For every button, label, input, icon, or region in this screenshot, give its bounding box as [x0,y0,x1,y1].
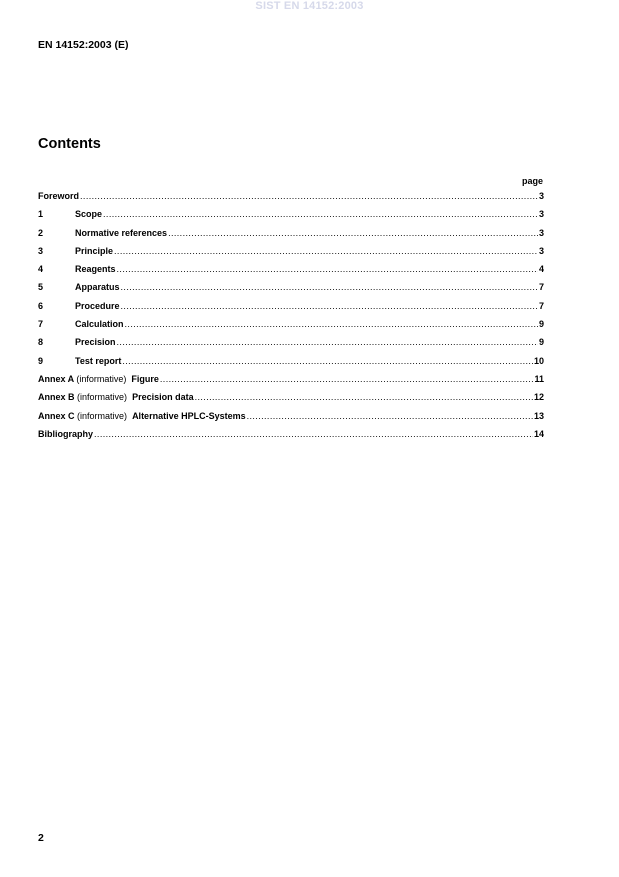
toc-annex-heading [38,411,246,421]
dot-leader [121,301,538,311]
dot-leader [168,228,538,238]
toc-entry-page: 7 [538,282,544,293]
annex-title: Precision data [132,392,194,403]
toc-entry-title: Test report [75,355,122,366]
toc-entry-title: Principle [75,245,114,256]
toc-entry-title: Bibliography [38,428,94,439]
toc-entry-number: 7 [38,319,44,330]
annex-title: Figure [131,373,159,384]
dot-leader [121,282,538,292]
dot-leader [122,356,533,366]
toc-entry-number: 2 [38,227,44,238]
toc-entry-principle[interactable] [38,246,544,264]
dot-leader [94,429,533,439]
toc-entry-calculation[interactable] [38,319,544,337]
toc-entry-page: 3 [538,191,544,201]
toc-entry-scope[interactable] [38,209,544,227]
toc-entry-apparatus[interactable] [38,282,544,300]
dot-leader [125,319,538,329]
toc-entry-number: 3 [38,245,44,256]
toc-entry-number: 9 [38,355,44,366]
toc-entry-test-report[interactable] [38,356,544,374]
toc-entry-page: 7 [538,300,544,311]
toc-entry-page: 9 [538,337,544,348]
annex-kind: (informative) [77,410,128,421]
dot-leader [103,209,538,219]
toc-entry-foreword[interactable] [38,191,544,209]
toc-entry-reagents[interactable] [38,264,544,282]
dot-leader [160,374,534,384]
toc-entry-page: 10 [533,355,544,366]
toc-entry-page: 9 [538,319,544,330]
toc-entry-title: Calculation [75,319,124,330]
toc-entry-title: Reagents [75,264,116,275]
dot-leader [117,337,538,347]
toc-entry-page: 3 [538,245,544,256]
toc-entry-annex-a[interactable] [38,374,544,392]
toc-entry-bibliography[interactable] [38,429,544,447]
toc-entry-page: 4 [538,264,544,275]
dot-leader [247,411,533,421]
toc-entry-page: 3 [538,227,544,238]
toc-entry-title: Normative references [75,227,168,238]
toc-entry-procedure[interactable] [38,301,544,319]
toc-entry-title: Precision [75,337,116,348]
toc-entry-title: Foreword [38,191,80,201]
annex-label: Annex A [38,373,74,384]
toc-annex-heading [38,392,194,402]
annex-label: Annex C [38,410,75,421]
dot-leader [114,246,538,256]
contents-title: Contents [38,136,101,152]
table-of-contents [38,191,544,447]
toc-entry-title: Procedure [75,300,120,311]
page-column-label: page [521,176,543,186]
dot-leader [117,264,538,274]
dot-leader [195,392,533,402]
toc-entry-number: 4 [38,264,44,275]
toc-entry-number: 1 [38,209,44,220]
toc-entry-normative-references[interactable] [38,228,544,246]
annex-kind: (informative) [77,392,128,403]
toc-entry-page: 14 [533,428,544,439]
toc-entry-title: Apparatus [75,282,120,293]
toc-entry-number: 5 [38,282,44,293]
toc-entry-annex-c[interactable] [38,411,544,429]
toc-entry-page: 11 [534,373,544,384]
toc-entry-title: Scope [75,209,103,220]
annex-kind: (informative) [76,373,127,384]
dot-leader [80,191,538,201]
toc-annex-heading [38,374,159,384]
watermark: SIST EN 14152:2003 [255,0,364,12]
toc-entry-precision[interactable] [38,337,544,355]
toc-entry-number: 6 [38,300,44,311]
page-number: 2 [38,832,44,844]
toc-entry-page: 13 [533,410,544,421]
document-id: EN 14152:2003 (E) [38,39,129,51]
toc-entry-page: 3 [538,209,544,220]
annex-title: Alternative HPLC-Systems [132,410,246,421]
toc-entry-annex-b[interactable] [38,392,544,410]
annex-label: Annex B [38,392,75,403]
toc-entry-number: 8 [38,337,44,348]
toc-entry-page: 12 [533,392,544,403]
